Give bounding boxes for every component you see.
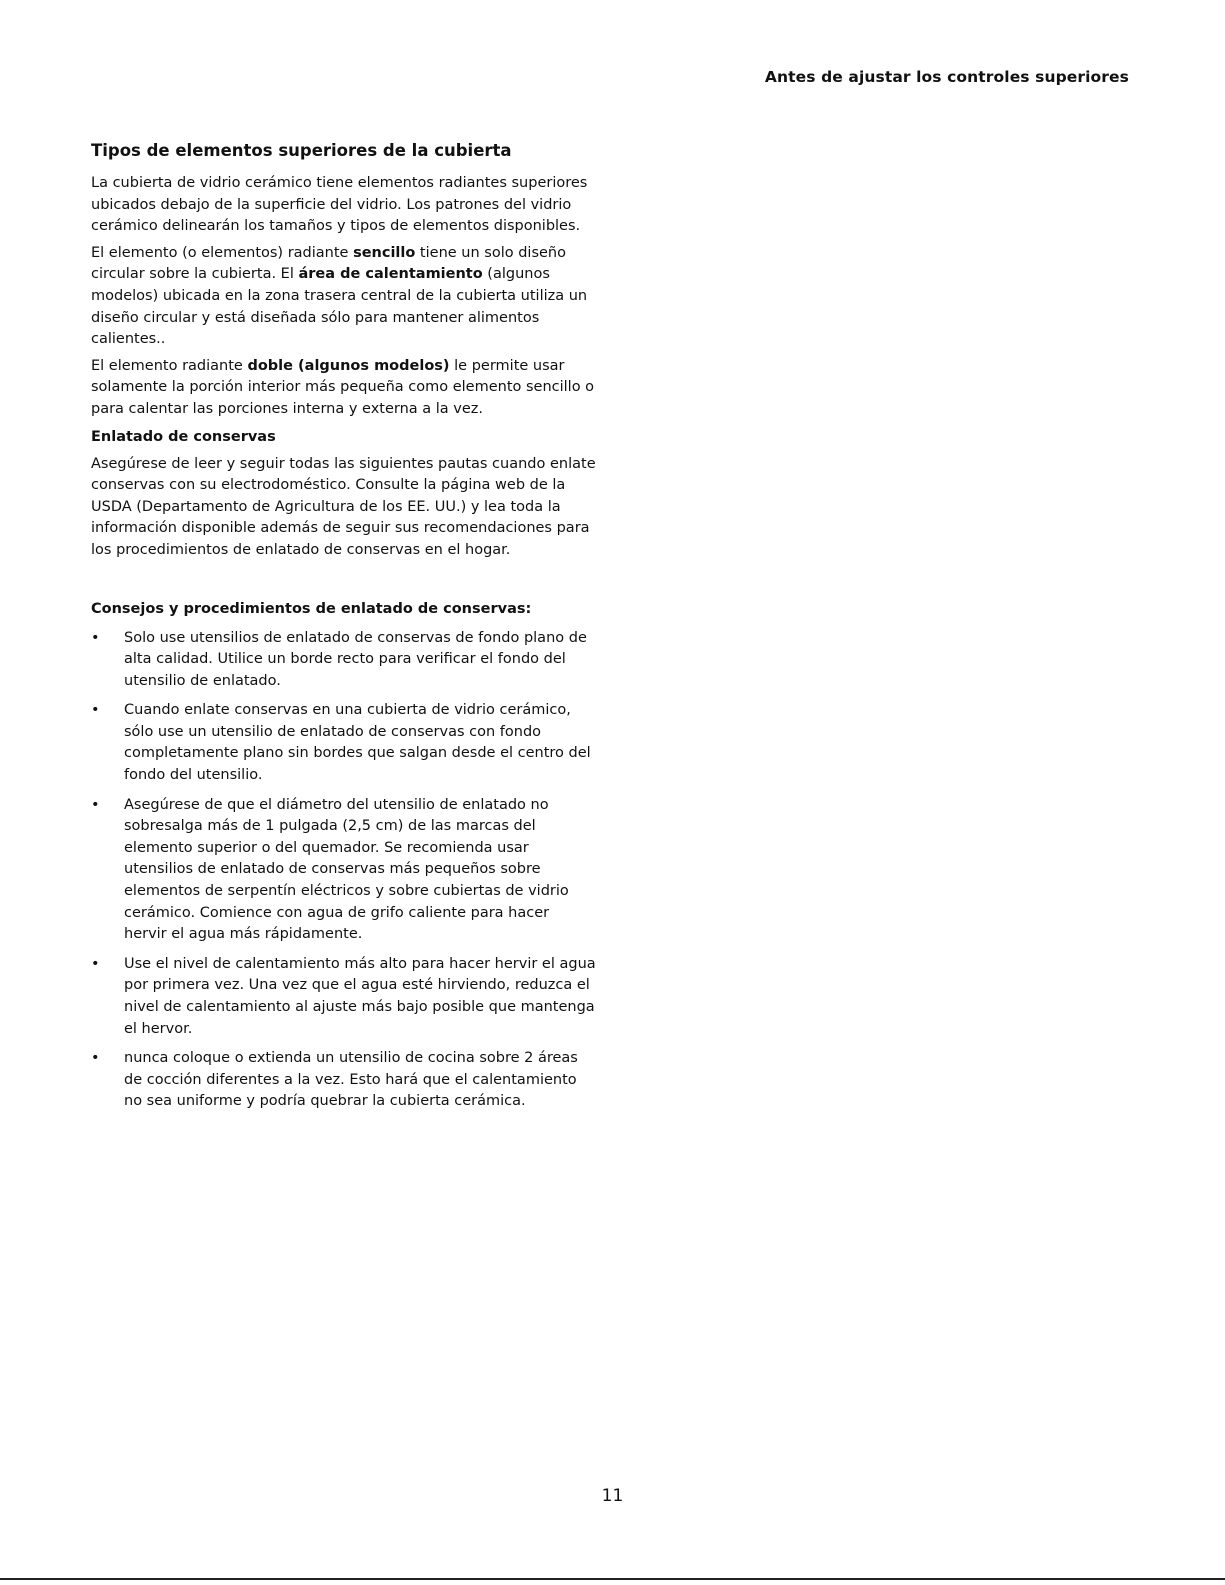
page-content	[91, 140, 596, 1121]
running-header: Antes de ajustar los controles superiores	[764, 68, 1129, 86]
list-item-text: Asegúrese de que el diámetro del utensilio de enlatado no sobresalga más de 1 pulgada (2,5 cm) de las marcas del elemento superior o del quemador. Se recomienda usar utensilios de enlatado de conservas más pequeños sobre elementos de serpentín eléctricos y sobre cubiertas de vidrio cerámico. Comience con agua de grifo caliente para hacer hervir el agua más rápidamente.	[124, 796, 569, 943]
list-item-text: Solo use utensilios de enlatado de conservas de fondo plano de alta calidad. Utilice un borde recto para verificar el fondo del utensilio de enlatado.	[124, 629, 587, 689]
bullet-icon: •	[91, 796, 100, 813]
bottom-rule	[0, 1578, 1225, 1580]
tips-title: Consejos y procedimientos de enlatado de conservas:	[91, 600, 532, 617]
bullet-icon: •	[91, 955, 100, 972]
list-item	[91, 795, 596, 946]
paragraph-ceramic-glass: La cubierta de vidrio cerámico tiene elementos radiantes superiores ubicados debajo de la superficie del vidrio. Los patrones del vidrio cerámico delinearán los tamaños y tipos de elementos disponibles.	[91, 175, 588, 235]
bullet-icon: •	[91, 1050, 100, 1067]
tips-list	[91, 628, 596, 1113]
list-item	[91, 628, 596, 693]
text-run: le permite usar solamente la porción interior más pequeña como elemento sencillo o para calentar las porciones interna y externa a la vez.	[91, 357, 595, 417]
text-run: (algunos modelos) ubicada en la zona trasera central de la cubierta utiliza un diseño circular y está diseñada sólo para mantener alimentos calientes..	[91, 266, 588, 348]
paragraph-dual-element	[91, 356, 596, 421]
bullet-icon: •	[91, 629, 100, 646]
text-run: tiene un solo diseño circular sobre la cubierta. El	[91, 244, 566, 283]
list-item	[91, 1048, 596, 1113]
list-item-text: Cuando enlate conservas en una cubierta de vidrio cerámico, sólo use un utensilio de enlatado de conservas con fondo completamente plano sin bordes que salgan desde el centro del fondo del utensilio.	[124, 702, 591, 784]
section-title: Tipos de elementos superiores de la cubierta	[91, 141, 512, 160]
canning-title: Enlatado de conservas	[91, 428, 276, 445]
paragraph-canning: Asegúrese de leer y seguir todas las siguientes pautas cuando enlate conservas con su electrodoméstico. Consulte la página web de la USDA (Departamento de Agricultura de los EE. UU.) y lea toda la información disponible además de seguir sus recomendaciones para los procedimientos de enlatado de conservas en el hogar.	[91, 455, 596, 558]
text-run: El elemento (o elementos) radiante	[91, 244, 354, 261]
text-run: El elemento radiante	[91, 357, 248, 374]
list-item-text: Use el nivel de calentamiento más alto para hacer hervir el agua por primera vez. Una vez que el agua esté hirviendo, reduzca el nivel de calentamiento al ajuste más bajo posible que mantenga el hervor.	[124, 955, 596, 1037]
term-single: sencillo	[353, 244, 416, 261]
page-number: 11	[601, 1486, 624, 1506]
term-warming-area: área de calentamiento	[298, 266, 483, 283]
list-item	[91, 954, 596, 1040]
list-item-text: nunca coloque o extienda un utensilio de cocina sobre 2 áreas de cocción diferentes a la vez. Esto hará que el calentamiento no sea uniforme y podría quebrar la cubierta cerámica.	[124, 1050, 578, 1110]
term-dual: doble (algunos modelos)	[247, 357, 450, 374]
paragraph-single-element	[91, 243, 596, 351]
bullet-icon: •	[91, 702, 100, 719]
list-item	[91, 700, 596, 786]
